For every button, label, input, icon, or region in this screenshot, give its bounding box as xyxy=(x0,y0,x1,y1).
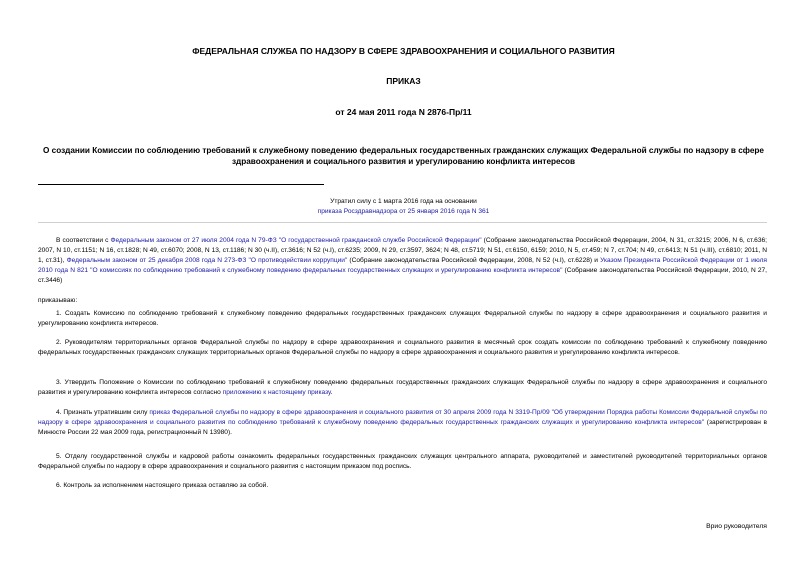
item-3-text: 3. Утвердить Положение о Комиссии по соблюдению требований к служебному поведению федеральных государственных гражданских служащих Федеральной службы по надзору в сфере здравоохранения и социального развития и урегулированию конфликта интересов согласно xyxy=(38,379,767,396)
doc-date-heading: от 24 мая 2011 года N 2876-Пр/11 xyxy=(335,107,472,117)
item-1: 1. Создать Комиссию по соблюдению требований к служебному поведению федеральных государственных гражданских служащих Федеральной службы по надзору в сфере здравоохранения и социального развития и урегулированию конфликта интересов. xyxy=(38,310,767,327)
item-2: 2. Руководителям территориальных органов Федеральной службы по надзору в сфере здравоохранения и социального развития в месячный срок создать комиссии по соблюдению требований к служебному поведению федеральных государственных гражданских служащих территориальных органов Федеральной службы по надзору в сфере здравоохранения и социального развития и урегулированию конфликта интересов. xyxy=(38,339,767,356)
preamble-text-3: (Собрание законодательства Российской Федерации, 2008, N 52 (ч.I), ст.6228) и xyxy=(347,257,601,264)
order-3319-link[interactable]: приказ Федеральной службы по надзору в сфере здравоохранения и социального развития от 30 апреля 2009 года N 3319-Пр/09 "Об утверждении Порядка работы Комиссии Федеральной службы по надзору в сфере здравоохранения и социального развития по соблюдению требований к служебному поведению федеральных государственных гражданских служащих и урегулированию конфликта интересов" xyxy=(38,409,767,426)
item-5: 5. Отделу государственной службы и кадровой работы ознакомить федеральных государственных гражданских служащих центрального аппарата, руководителей и заместителей руководителей территориальных органов Федеральной службы по надзору в сфере здравоохранения и социального развития с настоящим приказом под роспись. xyxy=(38,453,767,470)
item-6: 6. Контроль за исполнением настоящего приказа оставляю за собой. xyxy=(56,482,269,489)
doc-title: О создании Комиссии по соблюдению требований к служебному поведению федеральных государственных гражданских служащих Федеральной службы по надзору в сфере здравоохранения и социального развития и урегулированию конфликта интересов xyxy=(43,146,764,166)
item-4 xyxy=(38,408,767,438)
revocation-link[interactable]: приказа Росздравнадзора от 25 января 2016 года N 361 xyxy=(317,208,490,215)
preamble-text-1: В соответствии с xyxy=(56,237,111,244)
item-4-text: 4. Признать утратившим силу xyxy=(56,409,150,416)
agency-heading: ФЕДЕРАЛЬНАЯ СЛУЖБА ПО НАДЗОРУ В СФЕРЕ ЗДРАВООХРАНЕНИЯ И СОЦИАЛЬНОГО РАЗВИТИЯ xyxy=(192,46,615,56)
preamble-text-2: (Собрание законодательства Российской Федерации, 2004, N 31, ст.3215; 2006, N 6, ст.636; 2007, N 10, ст.1151; N 16, ст.1828; N 49, ст.6070; 2008, N 13, ст.1186; N 30 (ч.II), ст.3616; N 52 (ч.I), ст.6235; 2009, N 29, ст.3597, 3624; N 48, ст.5719; N 51, ст.6150, 6159; 2010, N 5, ст.459; N 7, ст.704; N 49, ст.6413; N 51 (ч.III), ст.6810; 2011, N 1, ст.31), xyxy=(38,237,767,264)
law-79-fz-link[interactable]: Федеральным законом от 27 июля 2004 года N 79-ФЗ "О государственной гражданской службе Российской Федерации" xyxy=(110,237,482,244)
item-3 xyxy=(38,378,767,398)
revocation-note xyxy=(0,197,807,217)
item-3-end: . xyxy=(330,389,333,396)
preamble-paragraph xyxy=(38,236,767,286)
title-divider xyxy=(38,184,324,185)
revocation-text: Утратил силу с 1 марта 2016 года на основании xyxy=(330,198,477,205)
doc-type-heading: ПРИКАЗ xyxy=(386,76,421,86)
appendix-link[interactable]: приложению к настоящему приказу xyxy=(222,389,331,396)
decree-821-link[interactable]: Указом Президента Российской Федерации от 1 июля 2010 года N 821 "О комиссиях по соблюдению требований к служебному поведению федеральных государственных служащих и урегулированию конфликта интересов" xyxy=(38,257,767,274)
section-divider xyxy=(38,222,767,223)
orders-line: приказываю: xyxy=(38,297,78,304)
signer-title: Врио руководителя xyxy=(706,523,767,530)
item-4-end: (зарегистрирован в Минюсте России 22 мая 2009 года, регистрационный N 13980). xyxy=(38,419,767,436)
preamble-text-4: (Собрание законодательства Российской Федерации, 2010, N 27, ст.3446) xyxy=(38,267,767,284)
law-273-fz-link[interactable]: Федеральным законом от 25 декабря 2008 года N 273-ФЗ "О противодействии коррупции" xyxy=(66,257,348,264)
